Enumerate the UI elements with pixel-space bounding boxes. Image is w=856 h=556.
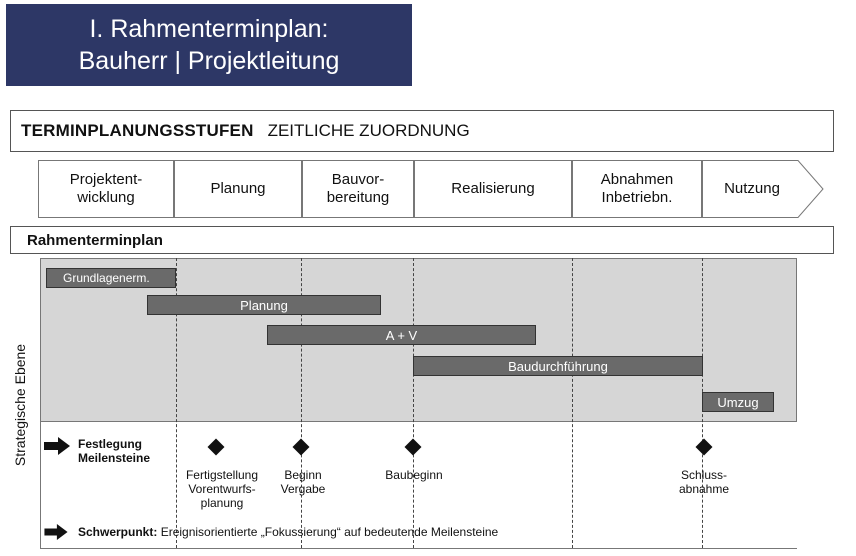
planning-stages-header [10, 110, 834, 152]
milestone-label-line: Vorentwurfs- [188, 482, 256, 496]
milestones-intro [78, 437, 150, 465]
milestone-label-line: planung [200, 496, 244, 510]
bar-planung: Planung [147, 295, 381, 315]
phase-bauvorbereitung [302, 160, 414, 218]
strategic-level-label [2, 325, 38, 485]
milestone-label-vergabe [270, 468, 336, 496]
phase-nutzung [702, 160, 802, 218]
bar-umzug: Umzug [702, 392, 774, 412]
slide-title [6, 4, 412, 86]
focus-note [78, 525, 498, 539]
phase-label: Nutzung [724, 180, 780, 197]
milestone-label-line: abnahme [678, 482, 730, 496]
bar-a-plus-v: A + V [267, 325, 536, 345]
milestone-label-line: Vergabe [280, 482, 326, 496]
phase-planung [174, 160, 302, 218]
arrow-right-icon [44, 524, 68, 540]
phase-label: wicklung [77, 189, 135, 206]
milestone-label-line: Beginn [284, 468, 322, 482]
phase-label: Inbetriebn. [601, 189, 673, 206]
phase-projektentwicklung [38, 160, 174, 218]
bottom-divider [40, 548, 797, 549]
strategic-level-text: Strategische Ebene [12, 343, 29, 467]
phase-label: bereitung [326, 189, 390, 206]
bar-baudurchfuehrung: Baudurchführung [413, 356, 703, 376]
milestone-label-vorentwurf [174, 468, 270, 510]
header-normal-label: ZEITLICHE ZUORDNUNG [267, 121, 470, 140]
focus-note-text: Ereignisorientierte „Fokussierung“ auf bedeutende Meilensteine [160, 525, 499, 539]
phase-divider-line [572, 258, 573, 548]
phase-label: Abnahmen [600, 171, 674, 188]
milestone-label-line: Baubeginn [385, 468, 443, 482]
phase-label: Bauvor- [331, 171, 385, 188]
phase-realisierung [414, 160, 572, 218]
slide-title-line2: Bauherr | Projektleitung [78, 47, 340, 75]
phase-row [38, 160, 828, 220]
header-bold-label: TERMINPLANUNGSSTUFEN [21, 121, 254, 140]
milestone-label-line: Schluss- [680, 468, 727, 482]
phase-label: Realisierung [451, 180, 535, 197]
milestone-label-schlussabnahme [668, 468, 740, 496]
phase-divider-line [413, 258, 414, 548]
focus-note-label: Schwerpunkt: [78, 525, 158, 539]
phase-abnahmen [572, 160, 702, 218]
milestone-label-baubeginn [378, 468, 450, 482]
arrow-right-icon [44, 437, 70, 455]
phase-label: Planung [210, 180, 266, 197]
milestones-intro-line1: Festlegung [78, 437, 143, 451]
milestones-intro-line2: Meilensteine [78, 451, 151, 465]
slide-title-line1: I. Rahmenterminplan: [89, 15, 329, 43]
milestone-label-line: Fertigstellung [185, 468, 259, 482]
phase-label: Projektent- [69, 171, 143, 188]
bar-grundlagenermittlung: Grundlagenerm. [46, 268, 176, 288]
section-label: Rahmenterminplan [10, 226, 834, 254]
